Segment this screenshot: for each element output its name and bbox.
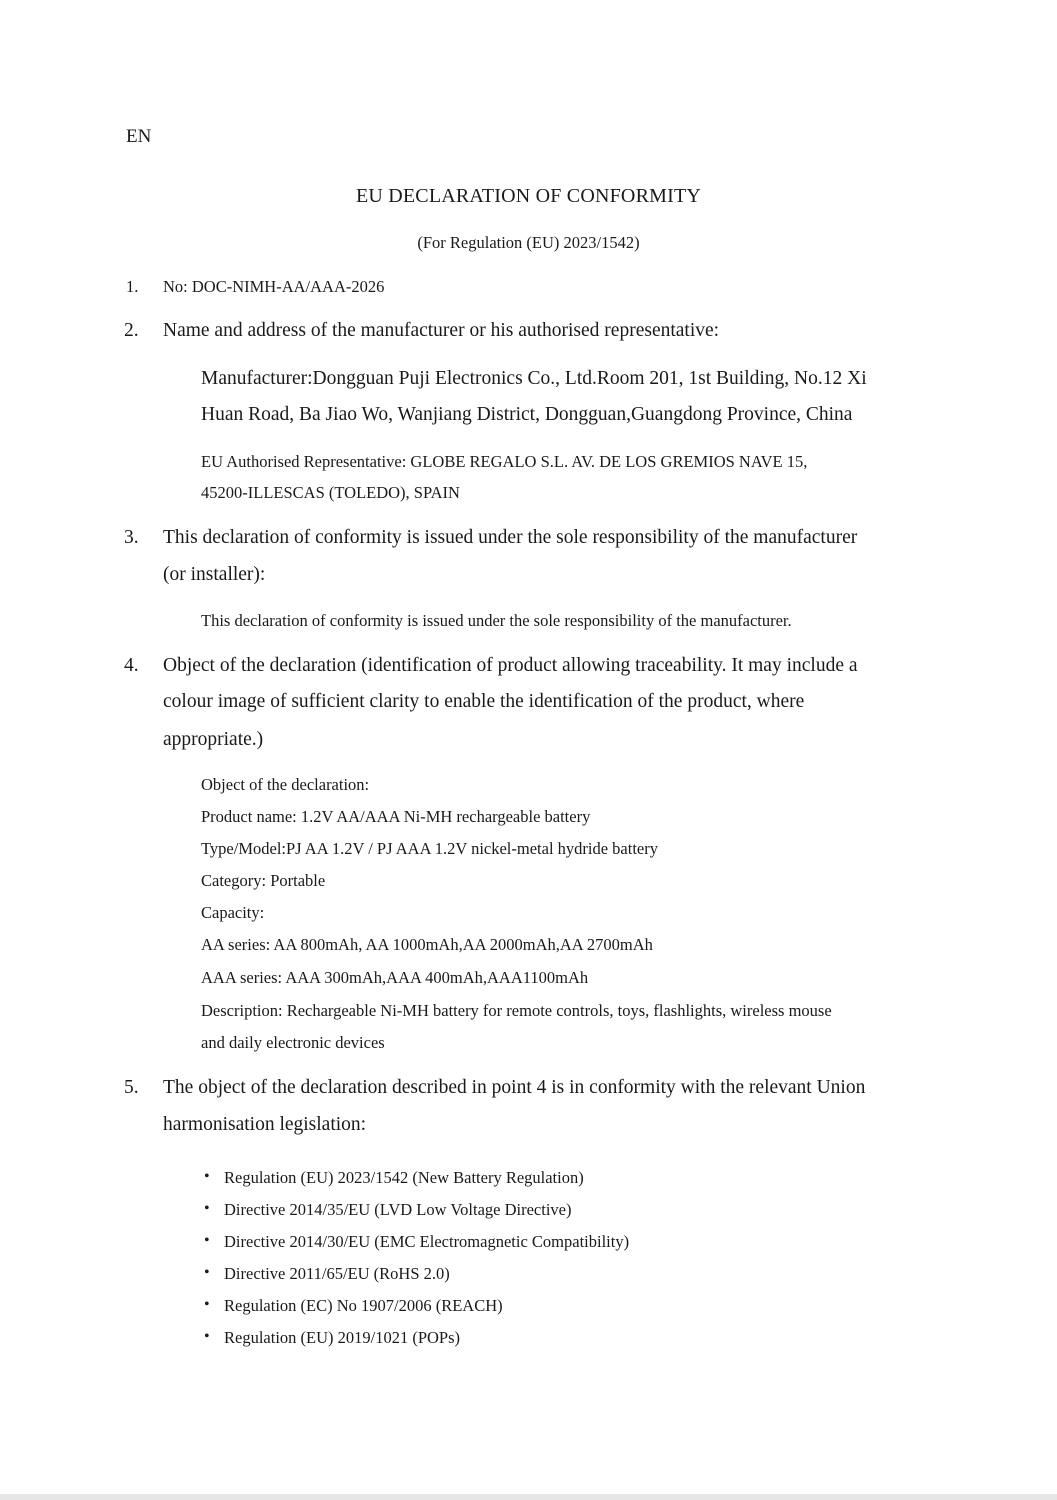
- bullet-icon: •: [204, 1296, 210, 1313]
- item-2-number: 2.: [124, 320, 139, 341]
- legislation-item: Directive 2014/30/EU (EMC Electromagnetic Compatibility): [224, 1232, 630, 1251]
- item-3-heading-line-1: This declaration of conformity is issued under the sole responsibility of the manufacturer: [163, 527, 858, 548]
- item-1-text: No: DOC-NIMH-AA/AAA-2026: [163, 277, 385, 296]
- document-subtitle: (For Regulation (EU) 2023/1542): [417, 233, 640, 252]
- detail-line: Object of the declaration:: [201, 775, 370, 794]
- item-3-body: This declaration of conformity is issued under the sole responsibility of the manufacturer.: [201, 611, 792, 630]
- detail-line: AAA series: AAA 300mAh,AAA 400mAh,AAA1100mAh: [201, 968, 589, 987]
- manufacturer-line-2: Huan Road, Ba Jiao Wo, Wanjiang District, Dongguan,Guangdong Province, China: [201, 404, 853, 425]
- item-3-heading-line-2: (or installer):: [163, 564, 266, 585]
- detail-line: Type/Model:PJ AA 1.2V / PJ AAA 1.2V nickel-metal hydride battery: [201, 839, 658, 858]
- document-title: EU DECLARATION OF CONFORMITY: [355, 185, 702, 207]
- language-code: EN: [126, 126, 152, 147]
- detail-line: and daily electronic devices: [201, 1033, 385, 1052]
- detail-line: Description: Rechargeable Ni-MH battery for remote controls, toys, flashlights, wireless mouse: [201, 1001, 832, 1020]
- item-4-heading-line-1: Object of the declaration (identification of product allowing traceability. It may include a: [163, 655, 858, 676]
- item-5-number: 5.: [124, 1077, 139, 1098]
- detail-line: Capacity:: [201, 903, 265, 922]
- item-4-heading-line-2: colour image of sufficient clarity to enable the identification of the product, where: [163, 691, 805, 712]
- bullet-icon: •: [204, 1264, 210, 1281]
- legislation-item: Regulation (EC) No 1907/2006 (REACH): [224, 1296, 503, 1315]
- bullet-icon: •: [204, 1232, 210, 1249]
- bullet-icon: •: [204, 1168, 210, 1185]
- representative-line-1: EU Authorised Representative: GLOBE REGALO S.L. AV. DE LOS GREMIOS NAVE 15,: [201, 452, 808, 471]
- bullet-icon: •: [204, 1328, 210, 1345]
- legislation-item: Directive 2011/65/EU (RoHS 2.0): [224, 1264, 450, 1283]
- item-3-number: 3.: [124, 527, 139, 548]
- item-4-number: 4.: [124, 655, 139, 676]
- page-bottom-edge: [0, 1494, 1057, 1500]
- item-5-heading-line-2: harmonisation legislation:: [163, 1114, 367, 1135]
- legislation-item: Regulation (EU) 2023/1542 (New Battery Regulation): [224, 1168, 584, 1187]
- representative-line-2: 45200-ILLESCAS (TOLEDO), SPAIN: [201, 483, 460, 502]
- item-1-number: 1.: [126, 277, 139, 296]
- detail-line: Category: Portable: [201, 871, 326, 890]
- legislation-item: Regulation (EU) 2019/1021 (POPs): [224, 1328, 461, 1347]
- item-2-heading: Name and address of the manufacturer or his authorised representative:: [163, 320, 720, 341]
- detail-line: AA series: AA 800mAh, AA 1000mAh,AA 2000mAh,AA 2700mAh: [201, 935, 653, 954]
- legislation-item: Directive 2014/35/EU (LVD Low Voltage Directive): [224, 1200, 572, 1219]
- item-4-heading-line-3: appropriate.): [163, 729, 264, 750]
- manufacturer-line-1: Manufacturer:Dongguan Puji Electronics Co., Ltd.Room 201, 1st Building, No.12 Xi: [201, 368, 867, 389]
- detail-line: Product name: 1.2V AA/AAA Ni-MH rechargeable battery: [201, 807, 591, 826]
- item-5-heading-line-1: The object of the declaration described in point 4 is in conformity with the relevant Union: [163, 1077, 866, 1098]
- bullet-icon: •: [204, 1200, 210, 1217]
